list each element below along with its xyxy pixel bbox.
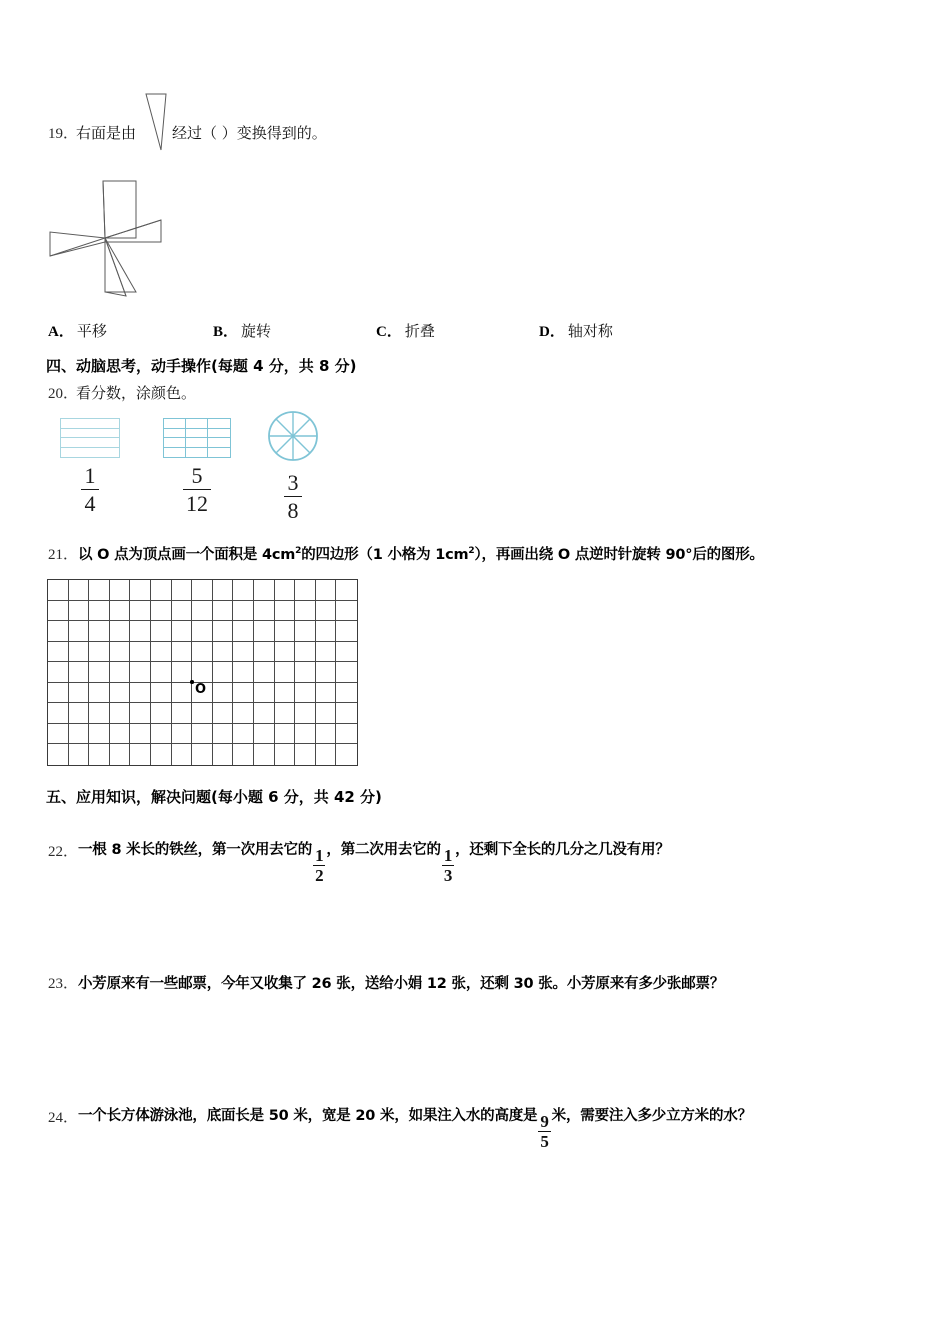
grid-cell[interactable] xyxy=(130,724,151,745)
grid-cell[interactable] xyxy=(130,703,151,724)
grid-cell[interactable] xyxy=(172,621,193,642)
grid-cell[interactable] xyxy=(275,621,296,642)
grid-cell[interactable] xyxy=(275,580,296,601)
grid-cell[interactable] xyxy=(233,703,254,724)
grid-cell[interactable] xyxy=(295,642,316,663)
option-d[interactable]: D． 轴对称 xyxy=(539,322,613,340)
grid-cell[interactable] xyxy=(89,621,110,642)
grid-cell[interactable] xyxy=(172,580,193,601)
pinwheel-four-blades-figure xyxy=(40,170,190,300)
figure-striped-rectangle[interactable] xyxy=(60,418,120,516)
grid-cell[interactable] xyxy=(233,580,254,601)
grid-cell[interactable] xyxy=(110,744,131,765)
grid-cell[interactable] xyxy=(69,744,90,765)
grid-cell[interactable] xyxy=(110,621,131,642)
fraction-one-third: $\frac{1}{3}$ xyxy=(443,845,453,885)
fraction-grid-cell[interactable] xyxy=(208,438,230,448)
fraction-grid-cell[interactable] xyxy=(208,429,230,439)
grid-cell[interactable] xyxy=(213,601,234,622)
grid-cell[interactable] xyxy=(295,744,316,765)
grid-cell[interactable] xyxy=(69,683,90,704)
grid-cell[interactable] xyxy=(69,580,90,601)
grid-cell[interactable] xyxy=(336,580,357,601)
grid-cell[interactable] xyxy=(336,703,357,724)
section-4-heading: 四、动脑思考，动手操作(每题 4 分，共 8 分) xyxy=(46,357,357,375)
fraction-five-twelfths: $\frac{5}{12}$ xyxy=(163,464,231,516)
grid-cell[interactable] xyxy=(316,724,337,745)
grid-cell[interactable] xyxy=(69,724,90,745)
grid-cell[interactable] xyxy=(69,662,90,683)
grid-cell[interactable] xyxy=(110,642,131,663)
grid-cell[interactable] xyxy=(213,724,234,745)
grid-cell[interactable] xyxy=(295,683,316,704)
grid-cell[interactable] xyxy=(233,642,254,663)
grid-cell[interactable] xyxy=(151,683,172,704)
grid-cell[interactable] xyxy=(192,703,213,724)
fraction-grid-cell[interactable] xyxy=(164,419,186,429)
grid-cell[interactable] xyxy=(275,601,296,622)
grid-cell[interactable] xyxy=(336,621,357,642)
grid-cell[interactable] xyxy=(233,724,254,745)
fraction-one-half: $\frac{1}{2}$ xyxy=(315,845,324,885)
grid-cell[interactable] xyxy=(336,601,357,622)
grid-cell[interactable] xyxy=(69,703,90,724)
grid-cell[interactable] xyxy=(89,724,110,745)
grid-cell[interactable] xyxy=(192,580,213,601)
origin-point-label: O xyxy=(195,682,207,697)
grid-cell[interactable] xyxy=(151,621,172,642)
grid-cell[interactable] xyxy=(110,662,131,683)
sectored-circle-shape[interactable] xyxy=(267,410,319,462)
coordinate-grid[interactable] xyxy=(47,579,358,766)
grid-cell[interactable] xyxy=(336,642,357,663)
question-23-number: 23． xyxy=(48,976,79,992)
grid-cell[interactable] xyxy=(295,621,316,642)
grid-cell[interactable] xyxy=(89,683,110,704)
grid-rectangle-shape[interactable] xyxy=(163,418,231,458)
grid-cell[interactable] xyxy=(295,580,316,601)
question-20-text: 看分数，涂颜色。 xyxy=(76,384,197,402)
grid-cell[interactable] xyxy=(254,580,275,601)
question-22-number: 22． xyxy=(48,844,79,860)
grid-cell[interactable] xyxy=(48,744,69,765)
fraction-grid-cell[interactable] xyxy=(186,419,208,429)
question-24-text: 一个长方体游泳池，底面长是 50 米，宽是 20 米，如果注入水的高度是 $\frac{9}{5}$ 米，需要注入多少立方米的水？ xyxy=(78,1108,752,1151)
option-a[interactable]: A． 平移 xyxy=(48,322,107,340)
striped-rectangle-shape[interactable] xyxy=(60,418,120,458)
grid-cell[interactable] xyxy=(172,642,193,663)
grid-cell[interactable] xyxy=(48,580,69,601)
grid-cell[interactable] xyxy=(110,683,131,704)
grid-cell[interactable] xyxy=(316,580,337,601)
grid-cell[interactable] xyxy=(233,744,254,765)
grid-cell[interactable] xyxy=(295,601,316,622)
fraction-grid-cell[interactable] xyxy=(164,438,186,448)
grid-cell[interactable] xyxy=(233,683,254,704)
grid-cell[interactable] xyxy=(254,642,275,663)
grid-cell[interactable] xyxy=(151,703,172,724)
grid-cell[interactable] xyxy=(69,621,90,642)
grid-cell[interactable] xyxy=(233,621,254,642)
grid-cell[interactable] xyxy=(254,703,275,724)
grid-cell[interactable] xyxy=(295,703,316,724)
grid-cell[interactable] xyxy=(151,580,172,601)
fraction-three-eighths: $\frac{3}{8}$ xyxy=(267,471,319,523)
question-22-text: 一根 8 米长的铁丝，第一次用去它的 $\frac{1}{2}$ ，第二次用去它的 $\frac{1}{3}$ ，还剩下全长的几分之几没有用？ xyxy=(78,842,670,885)
grid-cell[interactable] xyxy=(130,621,151,642)
grid-cell[interactable] xyxy=(275,744,296,765)
option-c[interactable]: C． 折叠 xyxy=(376,322,435,340)
grid-cell[interactable] xyxy=(192,642,213,663)
grid-cell[interactable] xyxy=(213,580,234,601)
grid-cell[interactable] xyxy=(316,642,337,663)
fraction-grid-cell[interactable] xyxy=(208,448,230,458)
grid-cell[interactable] xyxy=(275,642,296,663)
grid-cell[interactable] xyxy=(254,744,275,765)
fraction-grid-cell[interactable] xyxy=(164,429,186,439)
figure-sectored-circle[interactable] xyxy=(267,410,319,523)
grid-cell[interactable] xyxy=(213,683,234,704)
grid-cell[interactable] xyxy=(151,744,172,765)
grid-cell[interactable] xyxy=(172,683,193,704)
grid-cell[interactable] xyxy=(213,703,234,724)
grid-cell[interactable] xyxy=(316,683,337,704)
origin-point-dot xyxy=(190,680,194,684)
grid-cell[interactable] xyxy=(172,662,193,683)
question-21-text: 以 O 点为顶点画一个面积是 $4cm^2$的四边形（1 小格为 $1cm^2$），再画出绕 O 点逆时针旋转 90°后的图形。 xyxy=(78,546,764,563)
question-21-number: 21． xyxy=(48,547,79,563)
figure-grid-rectangle[interactable] xyxy=(163,418,231,516)
grid-cell[interactable] xyxy=(89,744,110,765)
grid-cell[interactable] xyxy=(110,580,131,601)
grid-cell[interactable] xyxy=(110,703,131,724)
grid-cell[interactable] xyxy=(89,703,110,724)
grid-cell[interactable] xyxy=(192,744,213,765)
grid-cell[interactable] xyxy=(172,724,193,745)
grid-cell[interactable] xyxy=(254,621,275,642)
grid-cell[interactable] xyxy=(48,683,69,704)
question-24-number: 24． xyxy=(48,1110,79,1126)
grid-cell[interactable] xyxy=(213,744,234,765)
grid-cell[interactable] xyxy=(275,662,296,683)
grid-cell[interactable] xyxy=(48,621,69,642)
question-19-text-after: 经过（ ）变换得到的。 xyxy=(172,124,327,142)
grid-cell[interactable] xyxy=(316,601,337,622)
grid-cell[interactable] xyxy=(130,601,151,622)
question-23-text: 小芳原来有一些邮票，今年又收集了 26 张，送给小娟 12 张，还剩 30 张。小芳原来有多少张邮票？ xyxy=(78,976,725,992)
grid-cell[interactable] xyxy=(151,724,172,745)
grid-cell[interactable] xyxy=(213,642,234,663)
grid-cell[interactable] xyxy=(316,703,337,724)
question-19-text-before: 右面是由 xyxy=(76,124,137,142)
grid-cell[interactable] xyxy=(69,601,90,622)
grid-cell[interactable] xyxy=(233,662,254,683)
grid-cell[interactable] xyxy=(151,642,172,663)
grid-cell[interactable] xyxy=(172,601,193,622)
grid-cell[interactable] xyxy=(110,601,131,622)
grid-cell[interactable] xyxy=(336,662,357,683)
grid-cell[interactable] xyxy=(89,601,110,622)
option-b[interactable]: B． 旋转 xyxy=(213,322,272,340)
section-5-heading: 五、应用知识，解决问题(每小题 6 分，共 42 分) xyxy=(46,788,382,806)
grid-cell[interactable] xyxy=(192,724,213,745)
grid-cell[interactable] xyxy=(336,683,357,704)
question-21-grid-wrapper[interactable] xyxy=(47,579,358,766)
grid-cell[interactable] xyxy=(316,662,337,683)
grid-cell[interactable] xyxy=(192,621,213,642)
grid-cell[interactable] xyxy=(48,662,69,683)
question-20-number: 20． xyxy=(48,386,79,402)
grid-cell[interactable] xyxy=(69,642,90,663)
grid-cell[interactable] xyxy=(316,621,337,642)
grid-cell[interactable] xyxy=(295,662,316,683)
grid-cell[interactable] xyxy=(254,601,275,622)
grid-cell[interactable] xyxy=(130,580,151,601)
grid-cell[interactable] xyxy=(130,662,151,683)
grid-cell[interactable] xyxy=(192,601,213,622)
grid-cell[interactable] xyxy=(254,724,275,745)
grid-cell[interactable] xyxy=(110,724,131,745)
fraction-grid-cell[interactable] xyxy=(208,419,230,429)
grid-cell[interactable] xyxy=(295,724,316,745)
grid-cell[interactable] xyxy=(213,662,234,683)
fraction-grid-cell[interactable] xyxy=(164,448,186,458)
fraction-grid-cell[interactable] xyxy=(186,429,208,439)
grid-cell[interactable] xyxy=(275,703,296,724)
grid-cell[interactable] xyxy=(130,642,151,663)
grid-cell[interactable] xyxy=(130,683,151,704)
grid-cell[interactable] xyxy=(89,580,110,601)
grid-cell[interactable] xyxy=(48,703,69,724)
grid-cell[interactable] xyxy=(48,642,69,663)
grid-cell[interactable] xyxy=(192,662,213,683)
grid-cell[interactable] xyxy=(151,662,172,683)
grid-cell[interactable] xyxy=(130,744,151,765)
grid-cell[interactable] xyxy=(233,601,254,622)
grid-cell[interactable] xyxy=(336,724,357,745)
grid-cell[interactable] xyxy=(254,662,275,683)
grid-cell[interactable] xyxy=(48,724,69,745)
fraction-grid-cell[interactable] xyxy=(186,448,208,458)
fraction-grid-cell[interactable] xyxy=(186,438,208,448)
grid-cell[interactable] xyxy=(275,683,296,704)
grid-cell[interactable] xyxy=(213,621,234,642)
grid-cell[interactable] xyxy=(89,662,110,683)
question-19-number: 19． xyxy=(48,126,79,142)
fraction-one-fourth: $\frac{1}{4}$ xyxy=(60,464,120,516)
grid-cell[interactable] xyxy=(172,744,193,765)
grid-cell[interactable] xyxy=(316,744,337,765)
grid-cell[interactable] xyxy=(151,601,172,622)
grid-cell[interactable] xyxy=(275,724,296,745)
grid-cell[interactable] xyxy=(172,703,193,724)
grid-cell[interactable] xyxy=(254,683,275,704)
grid-cell[interactable] xyxy=(89,642,110,663)
grid-cell[interactable] xyxy=(336,744,357,765)
fraction-nine-fifths: $\frac{9}{5}$ xyxy=(540,1111,549,1151)
grid-cell[interactable] xyxy=(48,601,69,622)
